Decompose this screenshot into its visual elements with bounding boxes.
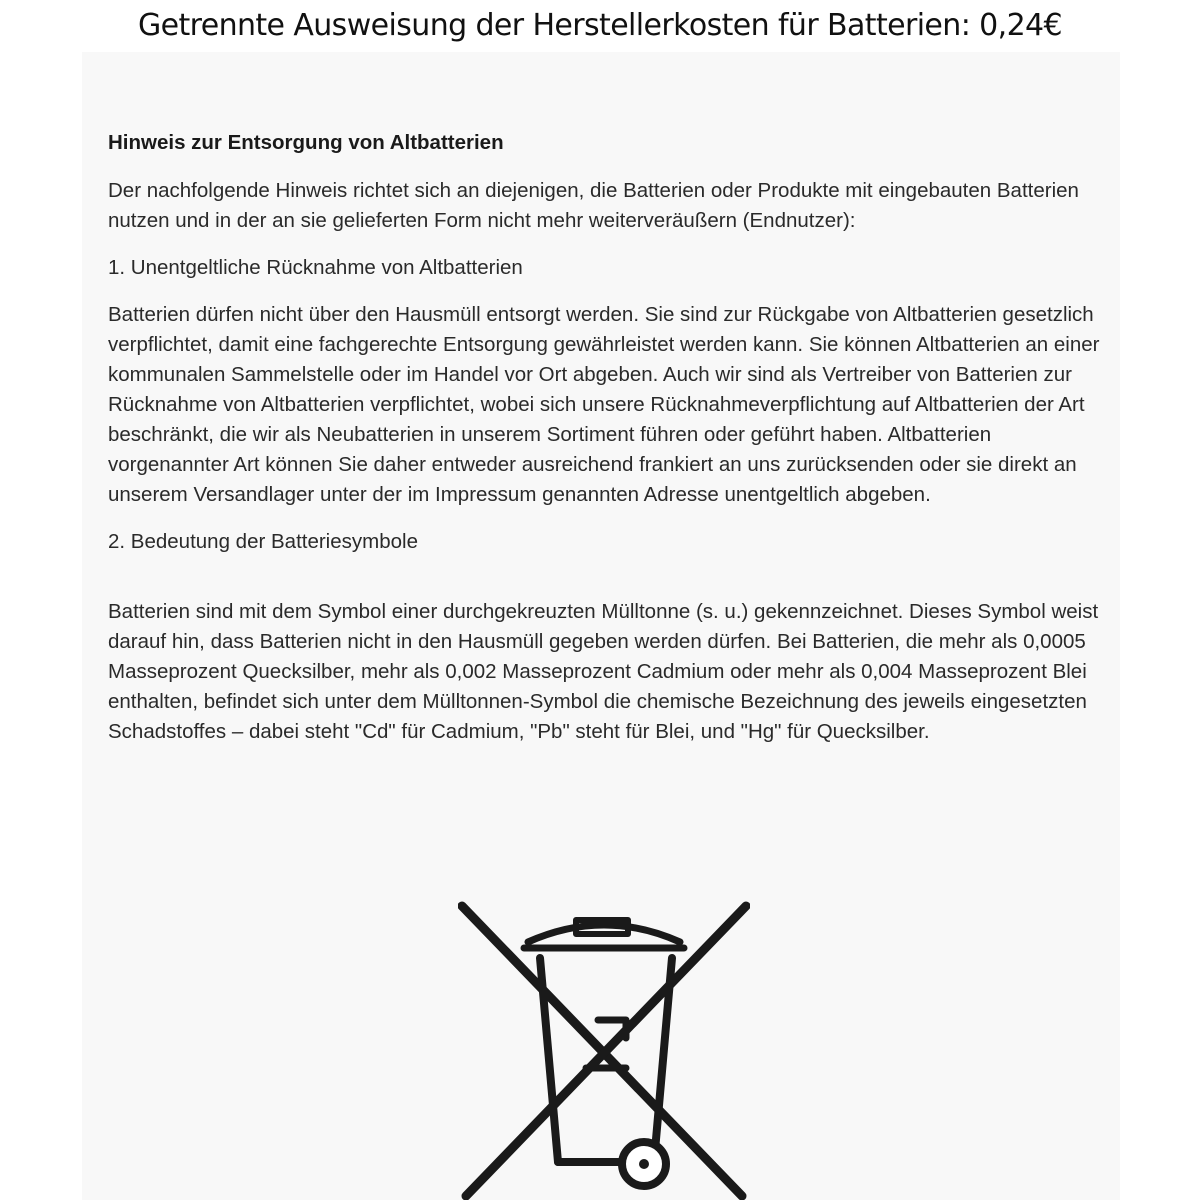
banner-title: Getrennte Ausweisung der Herstellerkosten für Batterien: 0,24€ [0, 0, 1200, 52]
document-content [108, 128, 1108, 764]
section-1-title: 1. Unentgeltliche Rücknahme von Altbatterien [108, 256, 523, 279]
section-1-body: Batterien dürfen nicht über den Hausmüll entsorgt werden. Sie sind zur Rückgabe von Altbatterien gesetzlich verpflichtet, damit eine fachgerechte Entsorgung gewährleistet werden kann. Sie können Altbatterien an einer kommunalen Sammelstelle oder im Handel vor Ort abgeben. Auch wir sind als Vertreiber von Batterien zur Rücknahme von Altbatterien verpflichtet, wobei sich unsere Rücknahmeverpflichtung auf Altbatterien der Art beschränkt, die wir als Neubatterien in unserem Sortiment führen oder geführt haben. Altbatterien vorgenannter Art können Sie daher entweder ausreichend frankiert an uns zurücksenden oder sie direkt an unserem Versandlager unter der im Impressum genannten Adresse unentgeltlich abgeben. [108, 303, 1100, 506]
document-heading: Hinweis zur Entsorgung von Altbatterien [108, 131, 504, 154]
intro-paragraph: Der nachfolgende Hinweis richtet sich an diejenigen, die Batterien oder Produkte mit eingebauten Batterien nutzen und in der an sie gelieferten Form nicht mehr weiterveräußern (Endnutzer): [108, 179, 1079, 232]
crossed-out-wheelie-bin-icon [458, 900, 750, 1200]
section-2-body: Batterien sind mit dem Symbol einer durchgekreuzten Mülltonne (s. u.) gekennzeichnet. Dieses Symbol weist darauf hin, dass Batterien nicht in den Hausmüll gegeben werden dürfen. Bei Batterien, die mehr als 0,0005 Masseprozent Quecksilber, mehr als 0,002 Masseprozent Cadmium oder mehr als 0,004 Masseprozent Blei enthalten, befindet sich unter dem Mülltonnen-Symbol die chemische Bezeichnung des jeweils eingesetzten Schadstoffes – dabei steht "Cd" für Cadmium, "Pb" steht für Blei, und "Hg" für Quecksilber. [108, 600, 1099, 743]
section-2-title: 2. Bedeutung der Batteriesymbole [108, 530, 418, 553]
